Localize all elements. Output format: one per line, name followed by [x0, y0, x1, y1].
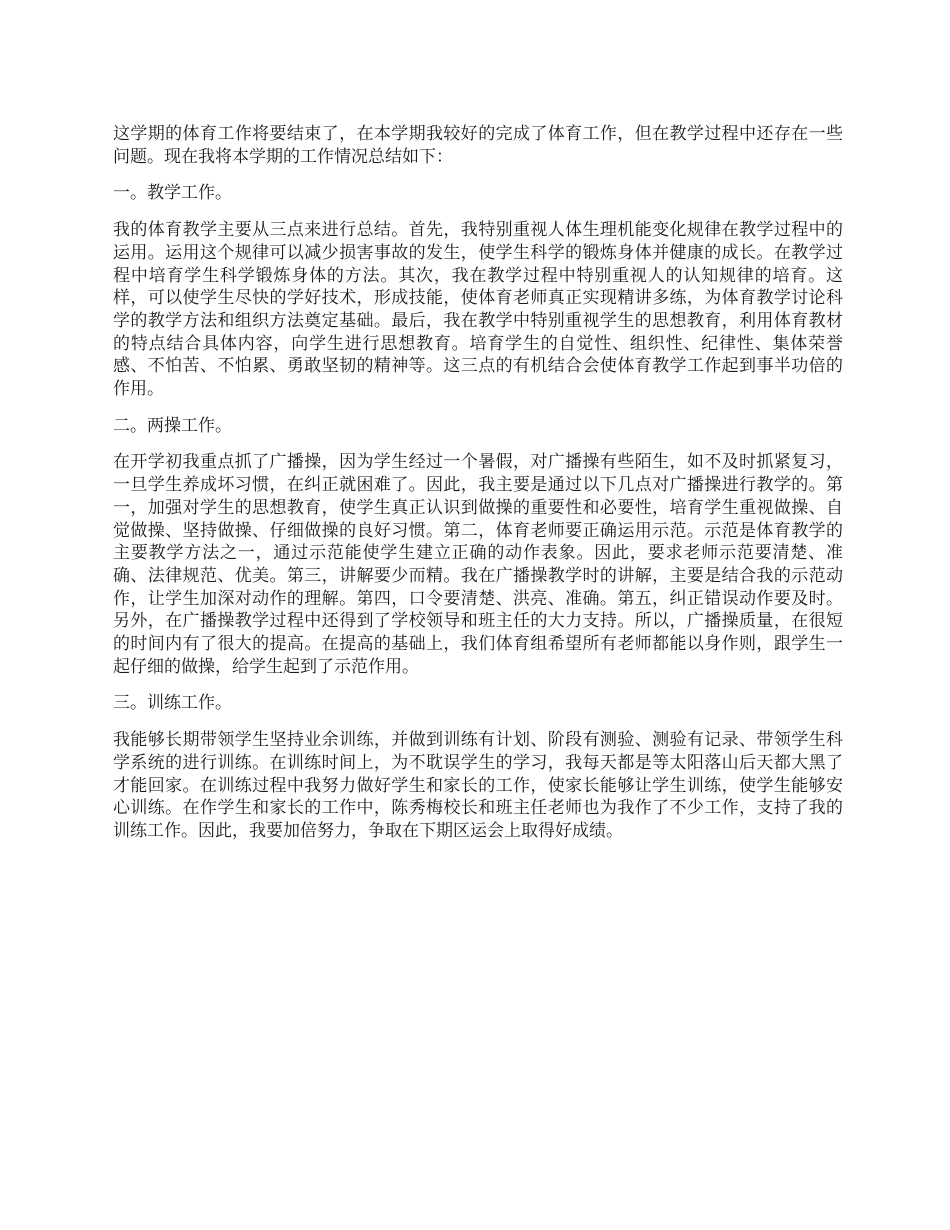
section-heading-teaching: 一。教学工作。 [113, 183, 232, 204]
document-page [113, 123, 843, 857]
section-body-exercises: 在开学初我重点抓了广播操，因为学生经过一个暑假，对广播操有些陌生，如不及时抓紧复习，一旦学生养成坏习惯，在纠正就困难了。因此，我主要是通过以下几点对广播操进行教学的。第一，加强对学生的思想教育，使学生真正认识到做操的重要性和必要性，培育学生重视做操、自觉做操、坚持做操、仔细做操的良好习惯。第二，体育老师要正确运用示范。示范是体育教学的主要教学方法之一，通过示范能使学生建立正确的动作表象。因此，要求老师示范要清楚、准确、法律规范、优美。第三，讲解要少而精。我在广播操教学时的讲解，主要是结合我的示范动作，让学生加深对动作的理解。第四，口令要清楚、洪亮、准确。第五，纠正错误动作要及时。另外，在广播操教学过程中还得到了学校领导和班主任的大力支持。所以，广播操质量，在很短的时间内有了很大的提高。在提高的基础上，我们体育组希望所有老师都能以身作则，跟学生一起仔细的做操，给学生起到了示范作用。 [113, 452, 843, 677]
section-heading-training: 三。训练工作。 [113, 693, 232, 714]
section-heading-exercises: 二。两操工作。 [113, 415, 232, 436]
section-body-teaching: 我的体育教学主要从三点来进行总结。首先，我特别重视人体生理机能变化规律在教学过程中的运用。运用这个规律可以减少损害事故的发生，使学生科学的锻炼身体并健康的成长。在教学过程中培育学生科学锻炼身体的方法。其次，我在教学过程中特别重视人的认知规律的培育。这样，可以使学生尽快的学好技术，形成技能，使体育老师真正实现精讲多练，为体育教学讨论科学的教学方法和组织方法奠定基础。最后，我在教学中特别重视学生的思想教育，利用体育教材的特点结合具体内容，向学生进行思想教育。培育学生的自觉性、组织性、纪律性、集体荣誉感、不怕苦、不怕累、勇敢坚韧的精神等。这三点的有机结合会使体育教学工作起到事半功倍的作用。 [113, 220, 843, 400]
section-body-training: 我能够长期带领学生坚持业余训练，并做到训练有计划、阶段有测验、测验有记录、带领学生科学系统的进行训练。在训练时间上，为不耽误学生的学习，我每天都是等太阳落山后天都大黑了才能回家。在训练过程中我努力做好学生和家长的工作，使家长能够让学生训练，使学生能够安心训练。在作学生和家长的工作中，陈秀梅校长和班主任老师也为我作了不少工作，支持了我的训练工作。因此，我要加倍努力，争取在下期区运会上取得好成绩。 [113, 730, 843, 841]
intro-paragraph: 这学期的体育工作将要结束了，在本学期我较好的完成了体育工作，但在教学过程中还存在一些问题。现在我将本学期的工作情况总结如下： [113, 124, 843, 167]
